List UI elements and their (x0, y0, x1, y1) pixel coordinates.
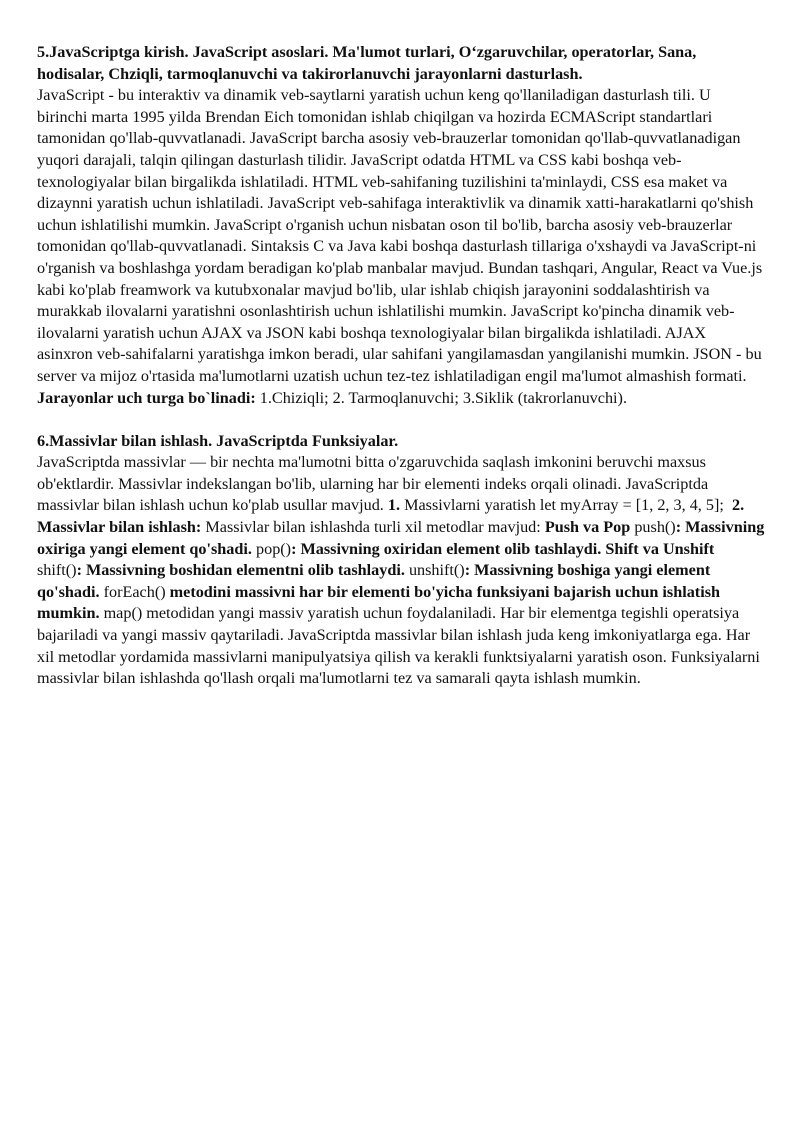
section-6-heading: 6.Massivlar bilan ishlash. JavaScriptda Funksiyalar. (37, 431, 399, 450)
document-page (37, 42, 765, 690)
foreach-description: metodini massivni har bir elementi bo'yicha funksiyani bajarish uchun ishlatish mumkin. (37, 582, 720, 623)
step-2-label: 2. Massivlar bilan ishlash: (37, 496, 745, 537)
step-2-text: Massivlar bilan ishlashda turli xil metodlar mavjud: (205, 518, 541, 537)
push-pop-label: Push va Pop (544, 518, 631, 537)
unshift-description: : Massivning boshiga yangi element qo'shadi. (37, 561, 711, 601)
step-1-text: Massivlarni yaratish let myArray = [1, 2, 3, 4, 5]; (404, 496, 724, 515)
shift-method: shift() (37, 561, 77, 580)
push-method: push() (634, 518, 676, 537)
section-5-body-text: JavaScript - bu interaktiv va dinamik veb-saytlarni yaratish uchun keng qo'llaniladigan dasturlash tili. U birinchi marta 1995 yilda Brendan Eich tomonidan ishlab chiqilgan va hozirda ECMAScript standartlari tamonidan qo'llab-quvvatlanadi. JavaScript barcha asosiy veb-brauzerlar tomonidan qo'llab-quvvatlanadigan yuqori darajali, talqin qilingan dasturlash tilidir. JavaScript odatda HTML va CSS kabi boshqa veb-texnologiyalar bilan birgalikda ishlatiladi. HTML veb-sahifaning tuzilishini ta'minlaydi, CSS esa maket va dizaynni yaratish uchun ishlatiladi. JavaScript veb-sahifaga interaktivlik va dinamik xatti-harakatlarni qo'shish uchun ishlatilishi mumkin. JavaScript o'rganish uchun nisbatan oson til bo'lib, barcha asosiy veb-brauzerlar tomonidan qo'llab-quvvatlanadi. Sintaksis C va Java kabi boshqa dasturlash tillariga o'xshaydi va JavaScript-ni o'rganish va boshlashga yordam beradigan ko'plab manbalar mavjud. Bundan tashqari, Angular, React va Vue.js kabi ko'plab freamwork va kutubxonalar mavjud bo'lib, ular ishlab chiqish jarayonini soddalashtirish va murakkab ilovalarni yaratishni osonlashtirish uchun ishlatilishi mumkin. JavaScript ko'pincha dinamik veb-ilovalarni yaratish uchun AJAX va JSON kabi boshqa texnologiyalar bilan birgalikda ishlatiladi. AJAX asinxron veb-sahifalarni yaratishga imkon beradi, ular sahifani yangilamasdan yangilanishi mumkin. JSON - bu server va mijoz o'rtasida ma'lumotlarni uzatish uchun tez-tez ishlatiladigan engil ma'lumot almashish formati. (37, 86, 763, 385)
processes-list: 1.Chiziqli; 2. Tarmoqlanuvchi; 3.Siklik (takrorlanuvchi). (259, 388, 627, 407)
foreach-method: forEach() (103, 582, 166, 601)
pop-description: : Massivning oxiridan element olib tashlaydi. Shift va Unshift (291, 539, 715, 558)
section-6-closing: map() metodidan yangi massiv yaratish uchun foydalaniladi. Har bir elementga tegishli operatsiya bajariladi va yangi massiv qaytariladi. JavaScriptda massivlar bilan ishlash juda keng imkoniyatlarga ega. Har xil metodlar yordamida massivlarni manipulyatsiya qilish va kerakli funktsiyalarni yaratish oson. Funksiyalarni massivlar bilan ishlashda qo'llash orqali ma'lumotlarni tez va samarali qayta ishlash mumkin. (37, 604, 760, 688)
section-6-body (37, 452, 765, 690)
processes-label: Jarayonlar uch turga bo`linadi: (37, 388, 256, 407)
section-spacer (37, 409, 765, 431)
step-1-label: 1. (387, 496, 401, 515)
pop-method: pop() (256, 539, 292, 558)
push-description: : Massivning oxiriga yangi element qo'shadi. (37, 518, 765, 558)
section-6-intro: JavaScriptda massivlar — bir nechta ma'lumotni bitta o'zgaruvchida saqlash imkonini beruvchi maxsus ob'ektlardir. Massivlar indekslangan bo'lib, ularning har bir elementi indeks orqali olinadi. JavaScriptda massivlar bilan ishlash uchun ko'plab usullar mavjud. (37, 453, 709, 515)
section-5-heading: 5.JavaScriptga kirish. JavaScript asoslari. Ma'lumot turlari, O‘zgaruvchilar, operatorlar, Sana, hodisalar, Chziqli, tarmoqlanuvchi va takirorlanuvchi jarayonlarni dasturlash. (37, 43, 697, 83)
shift-description: : Massivning boshidan elementni olib tashlaydi. (76, 561, 405, 580)
section-5-body (37, 85, 765, 409)
unshift-method: unshift() (408, 561, 465, 580)
